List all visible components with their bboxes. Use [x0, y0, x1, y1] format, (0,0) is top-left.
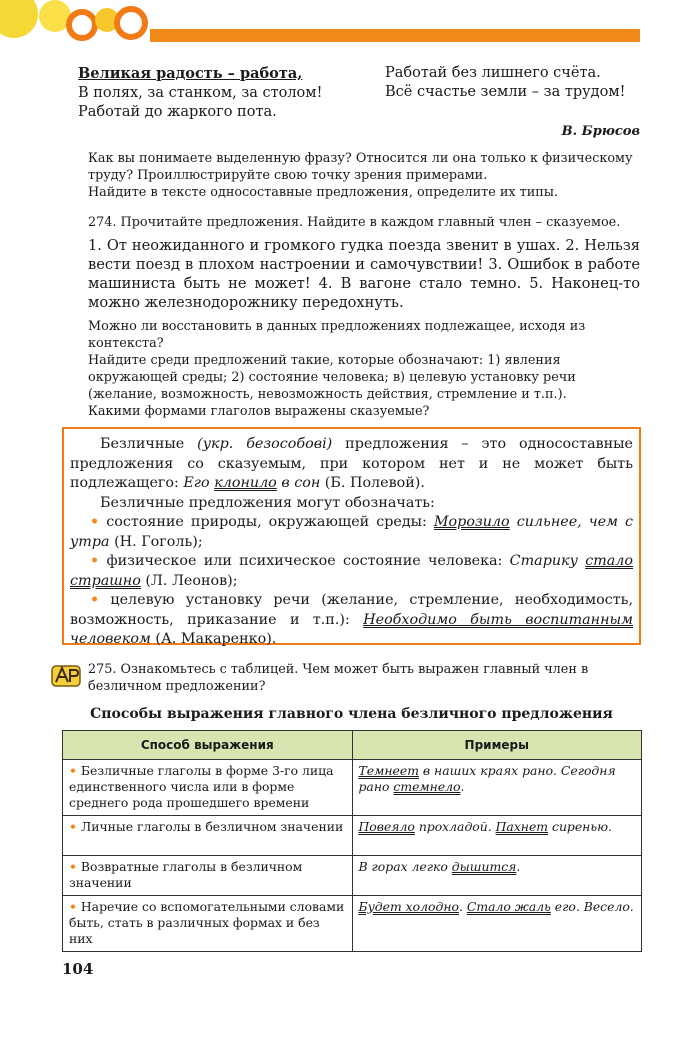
bullet-icon: •	[90, 553, 100, 569]
rule-bullet: • целевую установку речи (желание, стремление, необходимость, возможность, приказание и т.п.): Необходимо быть воспитанным человеком (А. Макаренко).	[70, 592, 634, 647]
table-cell-example: Будет холодно. Стало жаль его. Весело.	[352, 896, 642, 952]
poem-line: Всё счастье земли – за трудом!	[385, 84, 626, 100]
exercise-274-task: 274. Прочитайте предложения. Найдите в каждом главный член – сказуемое.	[88, 215, 621, 230]
poem-author: В. Брюсов	[561, 124, 640, 139]
question-text: Найдите в тексте односоставные предложения, определите их типы.	[88, 185, 559, 200]
rule-bullet: • физическое или психическое состояние человека: Старику стало страшно (Л. Леонов);	[70, 553, 633, 589]
table-header: Способ выражения	[63, 731, 353, 760]
rule-can-mean: Безличные предложения могут обозначать:	[100, 494, 435, 511]
page-number: 104	[62, 960, 94, 978]
poem-line: Работай без лишнего счёта.	[385, 65, 601, 81]
table-cell-way: • Возвратные глаголы в безличном значении	[63, 856, 353, 896]
rule-example-source: (Б. Полевой).	[324, 475, 425, 491]
table-cell-example: Повеяло прохладой. Пахнет сиренью.	[352, 816, 642, 856]
table-row	[63, 760, 642, 816]
rule-bullet: • состояние природы, окружающей среды: Морозило сильнее, чем с утра (Н. Гоголь);	[70, 514, 634, 550]
exercise-275-task: 275. Ознакомьтесь с таблицей. Чем может быть выражен главный член в безличном предложении?	[88, 662, 589, 694]
table-row	[63, 856, 642, 896]
poem-right	[385, 64, 625, 102]
table-cell-way: • Безличные глаголы в форме 3-го лица единственного числа или в форме среднего рода прошедшего времени	[63, 760, 353, 816]
table-header: Примеры	[352, 731, 642, 760]
question-text: Найдите среди предложений такие, которые обозначают: 1) явления окружающей среды; 2) состояние человека; в) целевую установку речи (желание, возможность, невозможность действия, стремление и т.п.).	[88, 353, 576, 402]
bullet-icon: •	[90, 592, 100, 608]
rule-ukr: (укр. безособові)	[197, 436, 333, 452]
poem-highlighted-line: Великая радость – работа,	[78, 65, 303, 82]
rule-term: Безличные	[100, 436, 185, 452]
exercise-274-text: 1. От неожиданного и громкого гудка поезда звенит в ушах. 2. Нельзя вести поезд в плохом настроении и самочувствии! 3. Ошибок в работе машиниста быть не может! 4. В вагоне стало темно. 5. Наконец-то можно железнодорожнику передохнуть.	[88, 237, 640, 311]
table-cell-example: В горах легко дышится.	[352, 856, 642, 896]
table-cell-way: • Личные глаголы в безличном значении	[63, 816, 353, 856]
expression-table	[62, 730, 642, 952]
table-cell-example: Темнеет в наших краях рано. Сегодня рано стемнело.	[352, 760, 642, 816]
table-cell-way: • Наречие со вспомогательными словами быть, стать в различных формах и без них	[63, 896, 353, 952]
question-text: Как вы понимаете выделенную фразу? Относится ли она только к физическому труду? Проиллюстрируйте свою точку зрения примерами.	[88, 151, 633, 183]
exercise-274-questions	[88, 318, 640, 420]
header-decoration	[0, 0, 700, 60]
table-row	[63, 896, 642, 952]
poem-line: Работай до жаркого пота.	[78, 104, 277, 120]
table-row	[63, 816, 642, 856]
table-title: Способы выражения главного члена безличного предложения	[90, 706, 613, 722]
question-text: Какими формами глаголов выражены сказуемые?	[88, 404, 430, 419]
poem-line: В полях, за станком, за столом!	[78, 85, 323, 101]
rule-box	[62, 427, 641, 645]
question-text: Можно ли восстановить в данных предложениях подлежащее, исходя из контекста?	[88, 319, 586, 351]
rule-definition: предложения – это односоставные предложения со сказуемым, при котором нет и не может быть подлежащего:	[70, 436, 634, 491]
bullet-icon: •	[90, 514, 100, 530]
question-block	[88, 150, 640, 201]
rule-example: Его клонило в сон	[183, 475, 321, 491]
exercise-icon	[50, 660, 82, 690]
poem-left	[78, 64, 322, 122]
